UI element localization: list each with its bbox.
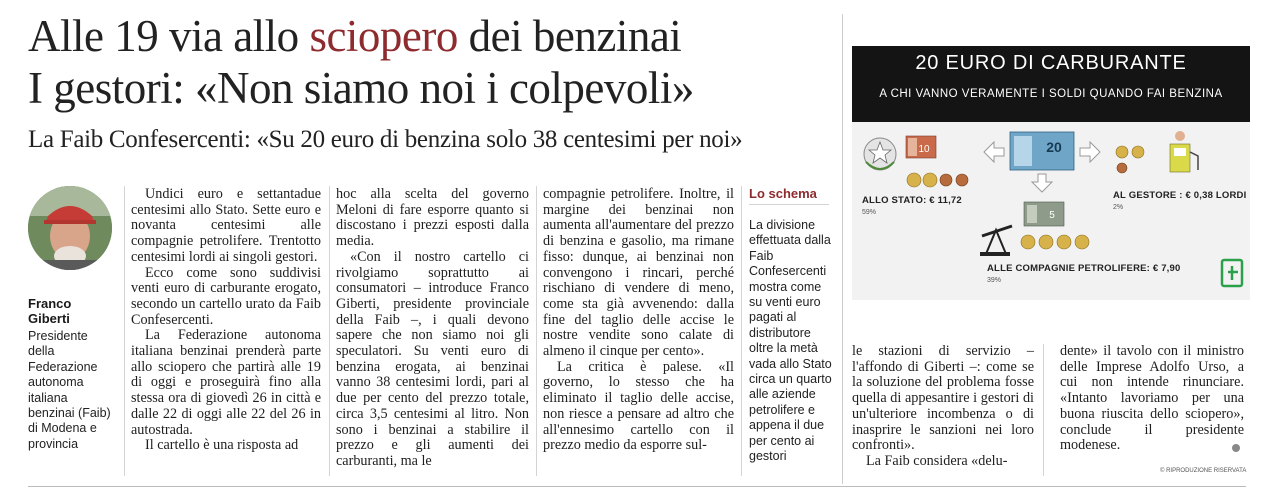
column-rule bbox=[329, 186, 330, 476]
sidebar-text: La divisione effettuata dalla Faib Confesercenti mostra come su venti euro pagati al distributore oltre la metà vada allo Stato circa un quarto alle aziende petrolifere e appena il due per cento ai gestori bbox=[749, 218, 832, 464]
banknote-20-icon bbox=[1010, 132, 1074, 170]
percent-gestore: 2% bbox=[1113, 204, 1124, 211]
arrow-left-icon bbox=[984, 142, 1004, 162]
author-photo bbox=[28, 186, 112, 270]
svg-text:5: 5 bbox=[1049, 210, 1055, 221]
faib-logo-icon bbox=[1222, 260, 1242, 286]
label-stato: ALLO STATO: € 11,72 bbox=[862, 195, 962, 206]
italy-emblem-icon bbox=[864, 138, 896, 170]
headline-highlight: sciopero bbox=[309, 11, 458, 61]
headline-line1 bbox=[28, 12, 681, 60]
arrow-right-icon bbox=[1080, 142, 1100, 162]
sidebar-rule bbox=[749, 204, 829, 205]
headline-line2: I gestori: «Non siamo noi i colpevoli» bbox=[28, 63, 694, 113]
infographic-subtitle: A CHI VANNO VERAMENTE I SOLDI QUANDO FAI BENZINA bbox=[879, 88, 1223, 100]
section-divider bbox=[842, 14, 843, 484]
label-compagnie: ALLE COMPAGNIE PETROLIFERE: € 7,90 bbox=[987, 263, 1181, 274]
banknote-10-icon bbox=[906, 136, 936, 158]
infographic-title: 20 EURO DI CARBURANTE bbox=[915, 52, 1187, 74]
headline-part: dei benzinai bbox=[457, 11, 682, 61]
headline-part: Alle 19 via allo bbox=[28, 11, 310, 61]
author-description: Presidente della Federazione autonoma italiana benzinai (Faib) di Modena e provincia bbox=[28, 329, 111, 451]
column-rule bbox=[124, 186, 125, 476]
svg-text:10: 10 bbox=[918, 144, 930, 155]
article-column-4 bbox=[852, 344, 1034, 470]
paragraph: La critica è palese. «Il governo, lo stesso che ha eliminato il taglio delle accise, non riesce a pensare ad altro che all'ennesimo cartello con il prezzo medio da esporre sul- bbox=[543, 358, 734, 454]
paragraph: Undici euro e settantadue centesimi allo Stato. Sette euro e novanta centesimi alle compagnie petrolifere. Trentotto centesimi lordi ai singoli gestori. bbox=[131, 186, 321, 265]
article-column-2 bbox=[336, 187, 529, 470]
paragraph: «Con il nostro cartello ci rivolgiamo soprattutto ai consumatori – introduce Franco Giberti, presidente provinciale della Faib –, i quali devono sapere che non siamo noi gli speculatori. Su venti euro di benzina erogata, ai benzinai vanno 38 centesimi lordi, pari al due per cento del prezzo totale, circa 3,5 centesimi al litro. Non sono i benzinai a stabilire il prezzo e gli aumenti dei carburanti, ma le bbox=[336, 248, 529, 469]
percent-stato: 59% bbox=[862, 209, 877, 216]
sidebar-title: Lo schema bbox=[749, 186, 817, 201]
subheadline: La Faib Confesercenti: «Su 20 euro di benzina solo 38 centesimi per noi» bbox=[28, 126, 743, 153]
author-name: Franco Giberti bbox=[28, 296, 72, 326]
coins-stato-icon bbox=[907, 173, 968, 187]
oil-derrick-icon bbox=[980, 226, 1012, 256]
banknote-5-icon bbox=[1024, 202, 1064, 226]
coins-compagnie-icon bbox=[1021, 235, 1089, 249]
paragraph: La Federazione autonoma italiana benzinai prenderà parte allo sciopero che partirà alle 19 di oggi e proseguirà fino alla stessa ora di giovedì 26 in città e dalle 22 di oggi alle 22 del 26 in autostrada. bbox=[131, 327, 321, 438]
end-mark-icon bbox=[1232, 444, 1240, 452]
paragraph: hoc alla scelta del governo Meloni di fare esporre quanto si discostano i prezzi esposti dalla media. bbox=[336, 186, 529, 250]
arrow-down-icon bbox=[1032, 174, 1052, 192]
paragraph: compagnie petrolifere. Inoltre, il margine dei benzinai non aumenta all'aumentare del prezzo di benzina e gasolio, ma rimane fisso: dunque, ai benzinai non convengono i rincari, perché rischiano di vendere di meno, come sta già avvenendo: dalla fine del taglio delle accise le nostre vendite sono calate di almeno il cinque per cento». bbox=[543, 186, 734, 360]
column-rule bbox=[741, 186, 742, 476]
paragraph: Il cartello è una risposta ad bbox=[145, 437, 299, 454]
article-column-5 bbox=[1060, 344, 1244, 454]
label-gestore: AL GESTORE : € 0,38 LORDI bbox=[1113, 190, 1247, 201]
column-rule bbox=[536, 186, 537, 476]
paragraph: dente» il tavolo con il ministro delle Imprese Adolfo Urso, a cui non intende rinunciare. «Intanto lavoriamo per una buona riuscita dello sciopero», conclude il presidente modenese. bbox=[1060, 343, 1244, 454]
column-rule bbox=[1043, 344, 1044, 476]
article-column-1 bbox=[131, 187, 321, 454]
bottom-rule bbox=[28, 486, 1246, 487]
paragraph: Ecco come sono suddivisi venti euro di carburante erogato, secondo un cartello urato da Faib Confesercenti. bbox=[131, 264, 321, 328]
coins-gestore-icon bbox=[1116, 146, 1144, 173]
copyright-note: © RIPRODUZIONE RISERVATA bbox=[1160, 468, 1247, 474]
paragraph: le stazioni di servizio – l'affondo di Giberti –: come se la soluzione del problema fosse quella di appesantire i gestori di un'ulteriore incombenza o di inasprire le sanzioni nei loro confronti». bbox=[852, 343, 1034, 454]
fuel-pump-icon bbox=[1170, 131, 1198, 172]
percent-compagnie: 39% bbox=[987, 277, 1002, 284]
paragraph: La Faib considera «delu- bbox=[866, 452, 1008, 469]
article-column-3 bbox=[543, 187, 734, 454]
svg-text:20: 20 bbox=[1046, 139, 1062, 155]
